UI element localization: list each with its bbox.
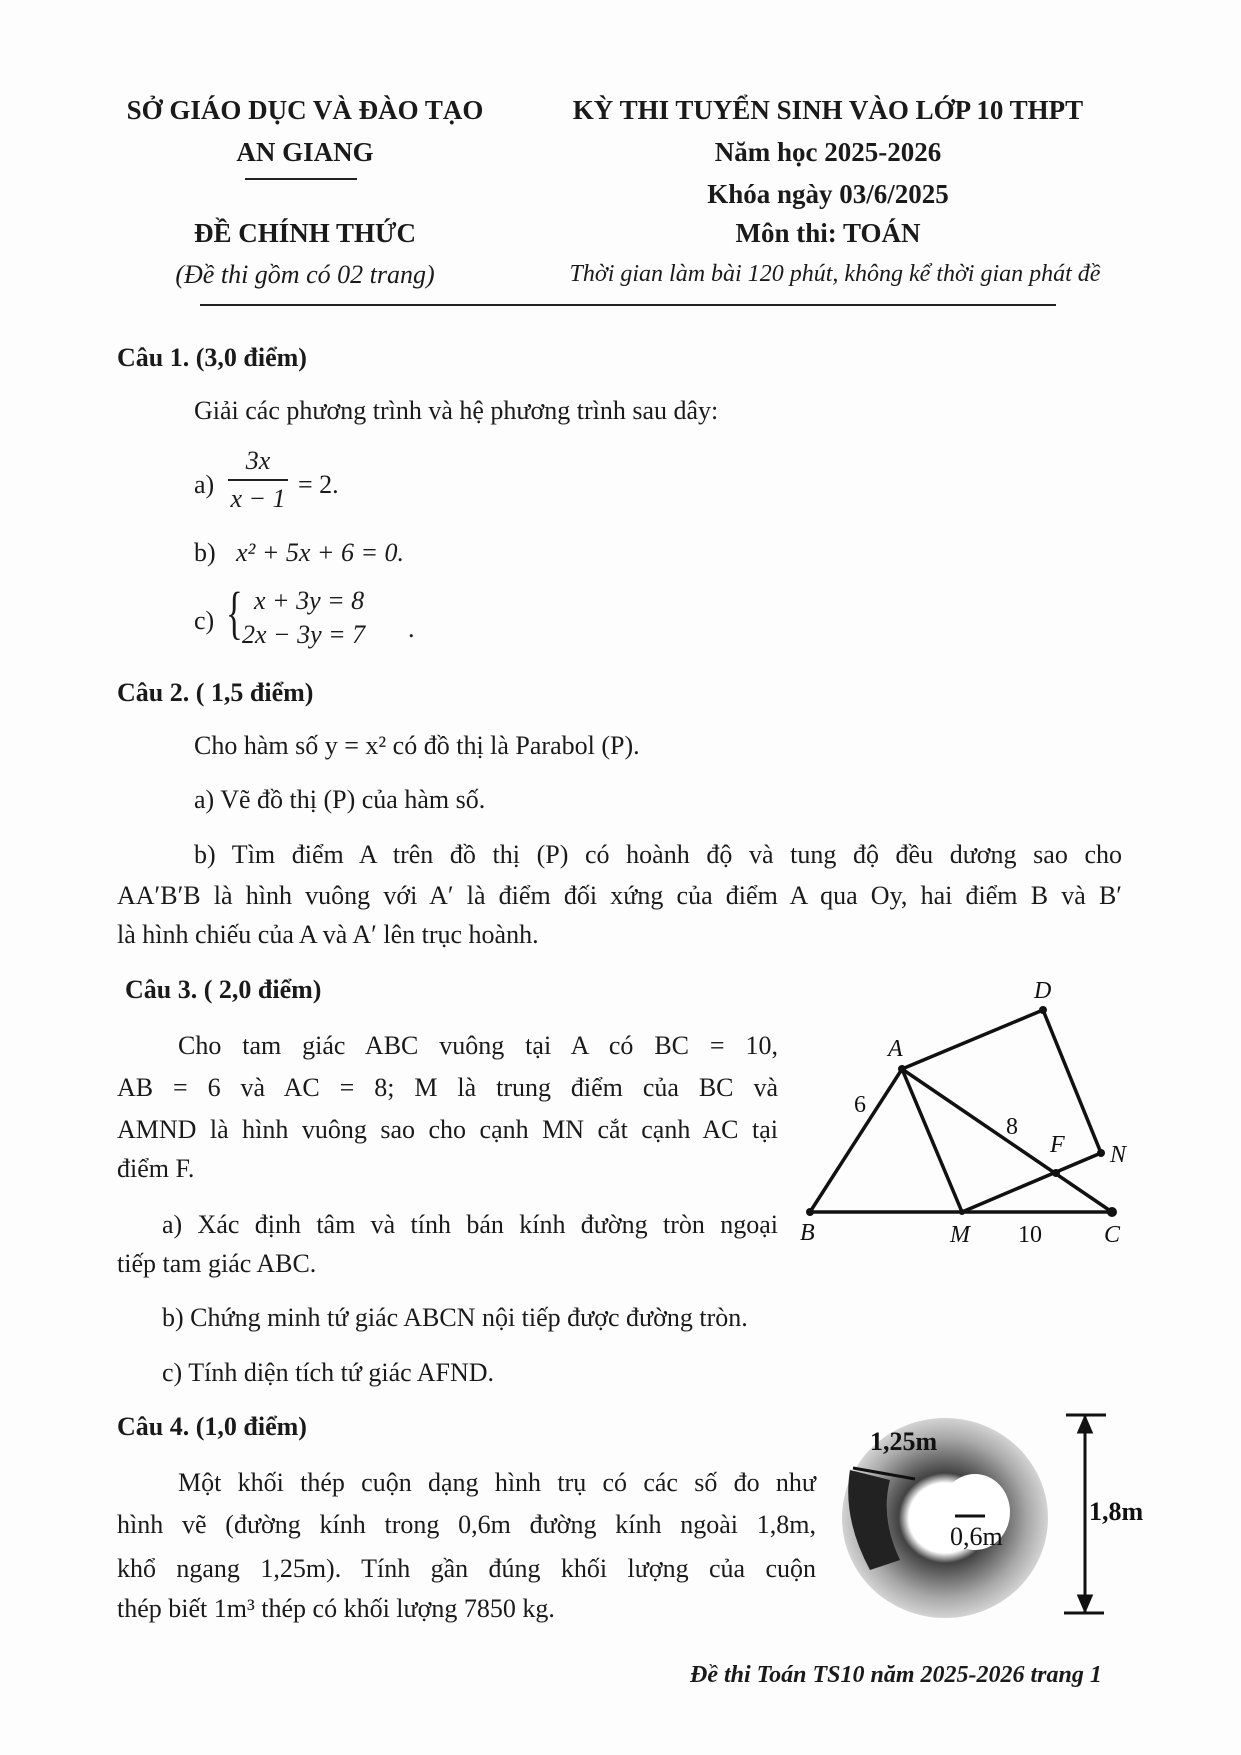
label-m: M <box>950 1222 970 1248</box>
q1-intro: Giải các phương trình và hệ phương trình sau dây: <box>194 396 719 425</box>
q1-c-eq1: x + 3y = 8 <box>254 586 365 615</box>
department-name: SỞ GIÁO DỤC VÀ ĐÀO TẠO <box>126 95 484 125</box>
width-label: 1,25m <box>870 1427 938 1456</box>
q1-title: Câu 1. (3,0 điểm) <box>117 343 307 372</box>
q1-c-eq2: 2x − 3y = 7 <box>242 620 366 649</box>
q1-b-equation: x² + 5x + 6 = 0. <box>236 538 405 567</box>
numerator: 3x <box>245 446 271 475</box>
q1-a-rhs: = 2. <box>298 470 339 499</box>
subject: Môn thi: TOÁN <box>735 218 921 248</box>
q1-c-label: c) <box>194 606 215 635</box>
label-d: D <box>1034 978 1052 1004</box>
label-ac-length: 8 <box>1006 1114 1018 1140</box>
q3-a-line1: a) Xác định tâm và tính bán kính đường tròn ngoại <box>162 1210 778 1239</box>
q3-line4: điểm F. <box>117 1154 195 1183</box>
q3-line2: AB = 6 và AC = 8; M là trung điểm của BC và <box>117 1073 778 1102</box>
q4-line2: hình vẽ (đường kính trong 0,6m đường kính ngoài 1,8m, <box>117 1510 816 1539</box>
arrowhead-up <box>1079 1418 1091 1432</box>
arrowhead-down <box>1079 1596 1091 1610</box>
q2-b-line3: là hình chiếu của A và A′ lên trục hoành. <box>117 920 539 949</box>
q4-line4: thép biết 1m³ thép có khối lượng 7850 kg. <box>117 1594 555 1623</box>
page-count: (Đề thi gồm có 02 trang) <box>175 260 435 289</box>
page-footer: Đề thi Toán TS10 năm 2025-2026 trang 1 <box>690 1662 1102 1688</box>
system-brace: { <box>226 580 243 645</box>
exam-date: Khóa ngày 03/6/2025 <box>707 179 949 209</box>
label-a: A <box>888 1036 903 1062</box>
label-f: F <box>1050 1132 1065 1158</box>
exam-title: KỲ THI TUYỂN SINH VÀO LỚP 10 THPT <box>572 95 1084 125</box>
q3-line3: AMND là hình vuông sao cho cạnh MN cắt cạnh AC tại <box>117 1115 778 1144</box>
q1-a-label: a) <box>194 470 215 499</box>
q2-b-line2: AA′B′B là hình vuông với A′ là điểm đối xứng của điểm A qua Oy, hai điểm B và B′ <box>117 881 1122 910</box>
q2-a: a) Vẽ đồ thị (P) của hàm số. <box>194 785 486 814</box>
q2-b-line1: b) Tìm điểm A trên đồ thị (P) có hoành độ và tung độ đều dương sao cho <box>194 840 1122 869</box>
province-name: AN GIANG <box>236 137 374 167</box>
label-bc-length: 10 <box>1018 1222 1042 1248</box>
q3-line1: Cho tam giác ABC vuông tại A có BC = 10, <box>178 1031 778 1060</box>
q3-title: Câu 3. ( 2,0 điểm) <box>125 975 322 1004</box>
q3-a-line2: tiếp tam giác ABC. <box>117 1249 317 1278</box>
q3-b: b) Chứng minh tứ giác ABCN nội tiếp được đường tròn. <box>162 1303 748 1332</box>
q3-c: c) Tính diện tích tứ giác AFND. <box>162 1358 495 1387</box>
label-b: B <box>800 1220 815 1246</box>
school-year: Năm học 2025-2026 <box>714 137 942 167</box>
q4-title: Câu 4. (1,0 điểm) <box>117 1412 307 1441</box>
q4-line3: khổ ngang 1,25m). Tính gần đúng khối lượng của cuộn <box>117 1554 816 1583</box>
label-n: N <box>1110 1142 1127 1168</box>
q4-line1: Một khối thép cuộn dạng hình trụ có các số đo như <box>178 1468 816 1497</box>
official-label: ĐỀ CHÍNH THỨC <box>193 218 417 248</box>
inner-diameter-label: 0,6m <box>950 1522 1003 1551</box>
q1-b-label: b) <box>194 538 216 567</box>
denominator: x − 1 <box>230 484 286 513</box>
q1-c-dot: . <box>408 614 415 643</box>
outer-diameter-label: 1,8m <box>1089 1497 1144 1526</box>
time-allowed: Thời gian làm bài 120 phút, không kể thời gian phát đề <box>569 261 1101 287</box>
label-c: C <box>1104 1222 1121 1248</box>
label-ab-length: 6 <box>854 1092 866 1118</box>
q2-intro: Cho hàm số y = x² có đồ thị là Parabol (P). <box>194 731 640 760</box>
q2-title: Câu 2. ( 1,5 điểm) <box>117 678 314 707</box>
